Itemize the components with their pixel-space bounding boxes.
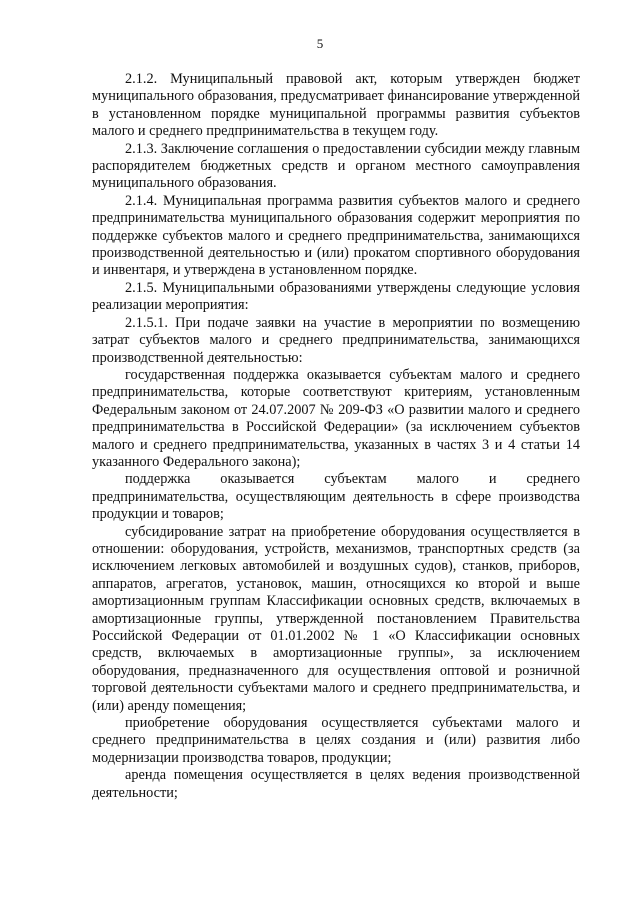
- paragraph-state-support: государственная поддержка оказывается субъектам малого и среднего предпринимательства, которые соответствуют критериям, установленным Федеральным законом от 24.07.2007 № 209-ФЗ «О развитии малого и среднего предпринимательства в Российской Федерации» (за исключением субъектов малого и среднего предпринимательства, указанных в частях 3 и 4 статьи 14 указанного Федерального закона);: [92, 366, 580, 470]
- paragraph-2-1-5: 2.1.5. Муниципальными образованиями утверждены следующие условия реализации мероприятия:: [92, 279, 580, 314]
- document-body: [92, 71, 580, 802]
- paragraph-2-1-2: 2.1.2. Муниципальный правовой акт, которым утвержден бюджет муниципального образования, предусматривает финансирование утвержденной в установленном порядке муниципальной программы развития субъектов малого и среднего предпринимательства в текущем году.: [92, 71, 580, 140]
- paragraph-2-1-5-1: 2.1.5.1. При подаче заявки на участие в мероприятии по возмещению затрат субъектов малого и среднего предпринимательства, занимающихся производственной деятельностью:: [92, 314, 580, 366]
- paragraph-2-1-4: 2.1.4. Муниципальная программа развития субъектов малого и среднего предпринимательства муниципального образования содержит мероприятия по поддержке субъектов малого и среднего предпринимательства, занимающихся производственной деятельностью и (или) прокатом спортивного оборудования и инвентаря, и утверждена в установленном порядке.: [92, 192, 580, 279]
- paragraph-2-1-3: 2.1.3. Заключение соглашения о предоставлении субсидии между главным распорядителем бюджетных средств и органом местного самоуправления муниципального образования.: [92, 140, 580, 192]
- paragraph-support-provided: поддержка оказывается субъектам малого и среднего предпринимательства, осуществляющим деятельность в сфере производства продукции и товаров;: [92, 471, 580, 523]
- paragraph-equipment-subsidy: субсидирование затрат на приобретение оборудования осуществляется в отношении: оборудования, устройств, механизмов, транспортных средств (за исключением легковых автомобилей и воздушных судов), станков, приборов, аппаратов, агрегатов, установок, машин, относящихся ко второй и выше амортизационным группам Классификации основных средств, включаемых в амортизационные группы, утвержденной постановлением Правительства Российской Федерации от 01.01.2002 № 1 «О Классификации основных средств, включаемых в амортизационные группы», за исключением оборудования, предназначенного для осуществления оптовой и розничной торговой деятельности субъектами малого и среднего предпринимательства, и (или) аренду помещения;: [92, 523, 580, 714]
- paragraph-premises-rent: аренда помещения осуществляется в целях ведения производственной деятельности;: [92, 767, 580, 801]
- paragraph-equipment-purchase: приобретение оборудования осуществляется субъектами малого и среднего предпринимательства в целях создания и (или) развития либо модернизации производства товаров, продукции;: [92, 715, 580, 766]
- page-number: 5: [316, 36, 324, 51]
